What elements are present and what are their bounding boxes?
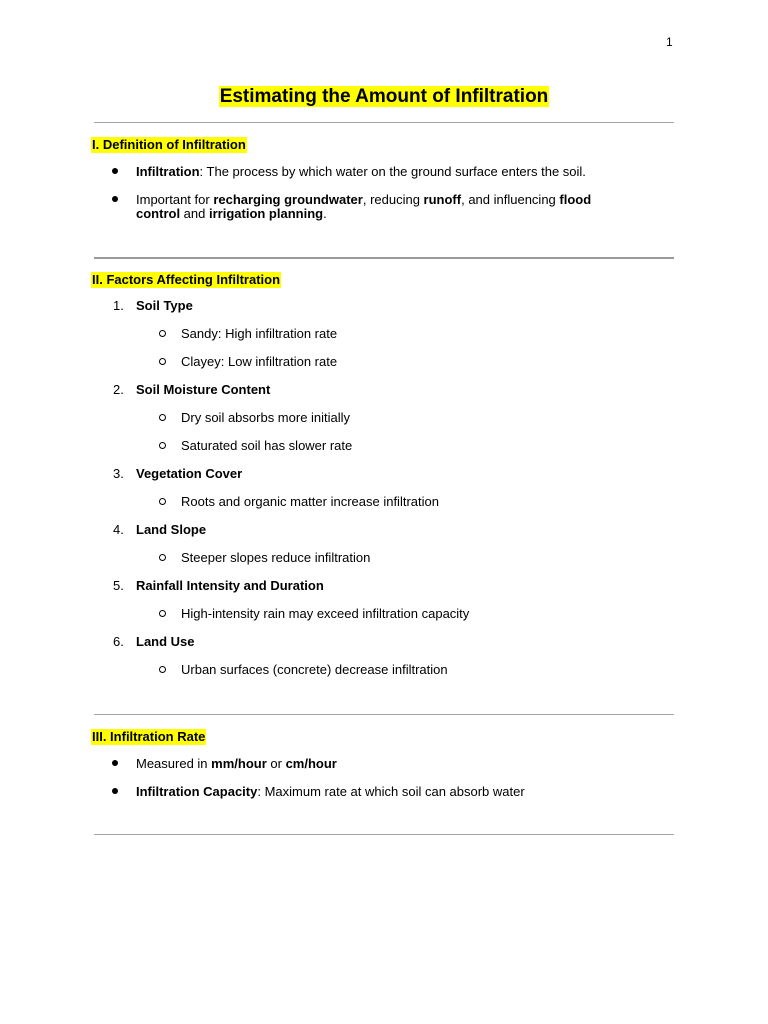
- capacity-text: : Maximum rate at which soil can absorb water: [257, 784, 525, 799]
- list-number: 2.: [113, 382, 124, 397]
- term-infiltration-capacity: Infiltration Capacity: [136, 784, 258, 799]
- importance-text: Important for: [136, 192, 214, 207]
- factor-soil-type: Soil Type: [136, 298, 193, 313]
- sub-bullet-icon: [159, 442, 166, 449]
- definition-bullet: [136, 165, 586, 179]
- sub-bullet-icon: [159, 610, 166, 617]
- factor-label: [136, 467, 242, 481]
- list-number: 6.: [113, 634, 124, 649]
- sub-item: High-intensity rain may exceed infiltration capacity: [181, 606, 470, 621]
- definition-text: : The process by which water on the ground surface enters the soil.: [199, 164, 586, 179]
- unit-cm-hour: cm/hour: [285, 756, 337, 771]
- measured-bullet: [136, 757, 337, 771]
- bullet-icon: [112, 168, 118, 174]
- term-recharging-groundwater: recharging groundwater: [213, 192, 363, 207]
- unit-mm-hour: mm/hour: [211, 756, 267, 771]
- factor-label: [136, 523, 206, 537]
- factor-land-use: Land Use: [136, 634, 195, 649]
- capacity-bullet: [136, 785, 525, 799]
- sub-item: Saturated soil has slower rate: [181, 438, 353, 453]
- factor-label: [136, 635, 195, 649]
- importance-bullet-line1: [136, 193, 591, 207]
- divider-2: [94, 257, 674, 259]
- sub-bullet-icon: [159, 414, 166, 421]
- divider-3: [94, 714, 674, 715]
- list-number: 3.: [113, 466, 124, 481]
- factor-soil-moisture: Soil Moisture Content: [136, 382, 271, 397]
- importance-bullet-line2: [136, 207, 327, 221]
- section-heading-factors: II. Factors Affecting Infiltration: [92, 272, 281, 287]
- term-runoff: runoff: [423, 192, 462, 207]
- divider-1: [94, 122, 674, 123]
- sub-item: Urban surfaces (concrete) decrease infiltration: [181, 662, 448, 677]
- term-flood: flood: [559, 192, 592, 207]
- list-number: 1.: [113, 298, 124, 313]
- term-infiltration: Infiltration: [136, 164, 200, 179]
- bullet-icon: [112, 760, 118, 766]
- page-title: Estimating the Amount of Infiltration: [219, 86, 549, 107]
- sub-bullet-icon: [159, 554, 166, 561]
- page-number: 1: [666, 35, 673, 49]
- section-heading-rate: III. Infiltration Rate: [92, 729, 206, 744]
- importance-text: , and influencing: [461, 192, 560, 207]
- title-container: [0, 84, 768, 110]
- factor-rainfall: Rainfall Intensity and Duration: [136, 578, 324, 593]
- term-control: control: [136, 206, 181, 221]
- sub-item: Clayey: Low infiltration rate: [181, 354, 338, 369]
- measured-text: or: [266, 756, 286, 771]
- sub-bullet-icon: [159, 330, 166, 337]
- importance-text: .: [323, 206, 327, 221]
- list-number: 4.: [113, 522, 124, 537]
- factor-label: [136, 579, 324, 593]
- bullet-icon: [112, 196, 118, 202]
- term-irrigation-planning: irrigation planning: [208, 206, 324, 221]
- factor-label: [136, 299, 193, 313]
- importance-text: and: [180, 206, 209, 221]
- section-heading-definition: I. Definition of Infiltration: [92, 137, 246, 152]
- list-number: 5.: [113, 578, 124, 593]
- sub-item: Sandy: High infiltration rate: [181, 326, 338, 341]
- measured-text: Measured in: [136, 756, 212, 771]
- sub-bullet-icon: [159, 666, 166, 673]
- sub-item: Steeper slopes reduce infiltration: [181, 550, 371, 565]
- bullet-icon: [112, 788, 118, 794]
- factor-land-slope: Land Slope: [136, 522, 207, 537]
- importance-text: , reducing: [362, 192, 424, 207]
- factor-label: [136, 383, 270, 397]
- sub-item: Roots and organic matter increase infiltration: [181, 494, 439, 509]
- sub-item: Dry soil absorbs more initially: [181, 410, 351, 425]
- sub-bullet-icon: [159, 498, 166, 505]
- divider-4: [94, 834, 674, 835]
- sub-bullet-icon: [159, 358, 166, 365]
- factor-vegetation: Vegetation Cover: [136, 466, 243, 481]
